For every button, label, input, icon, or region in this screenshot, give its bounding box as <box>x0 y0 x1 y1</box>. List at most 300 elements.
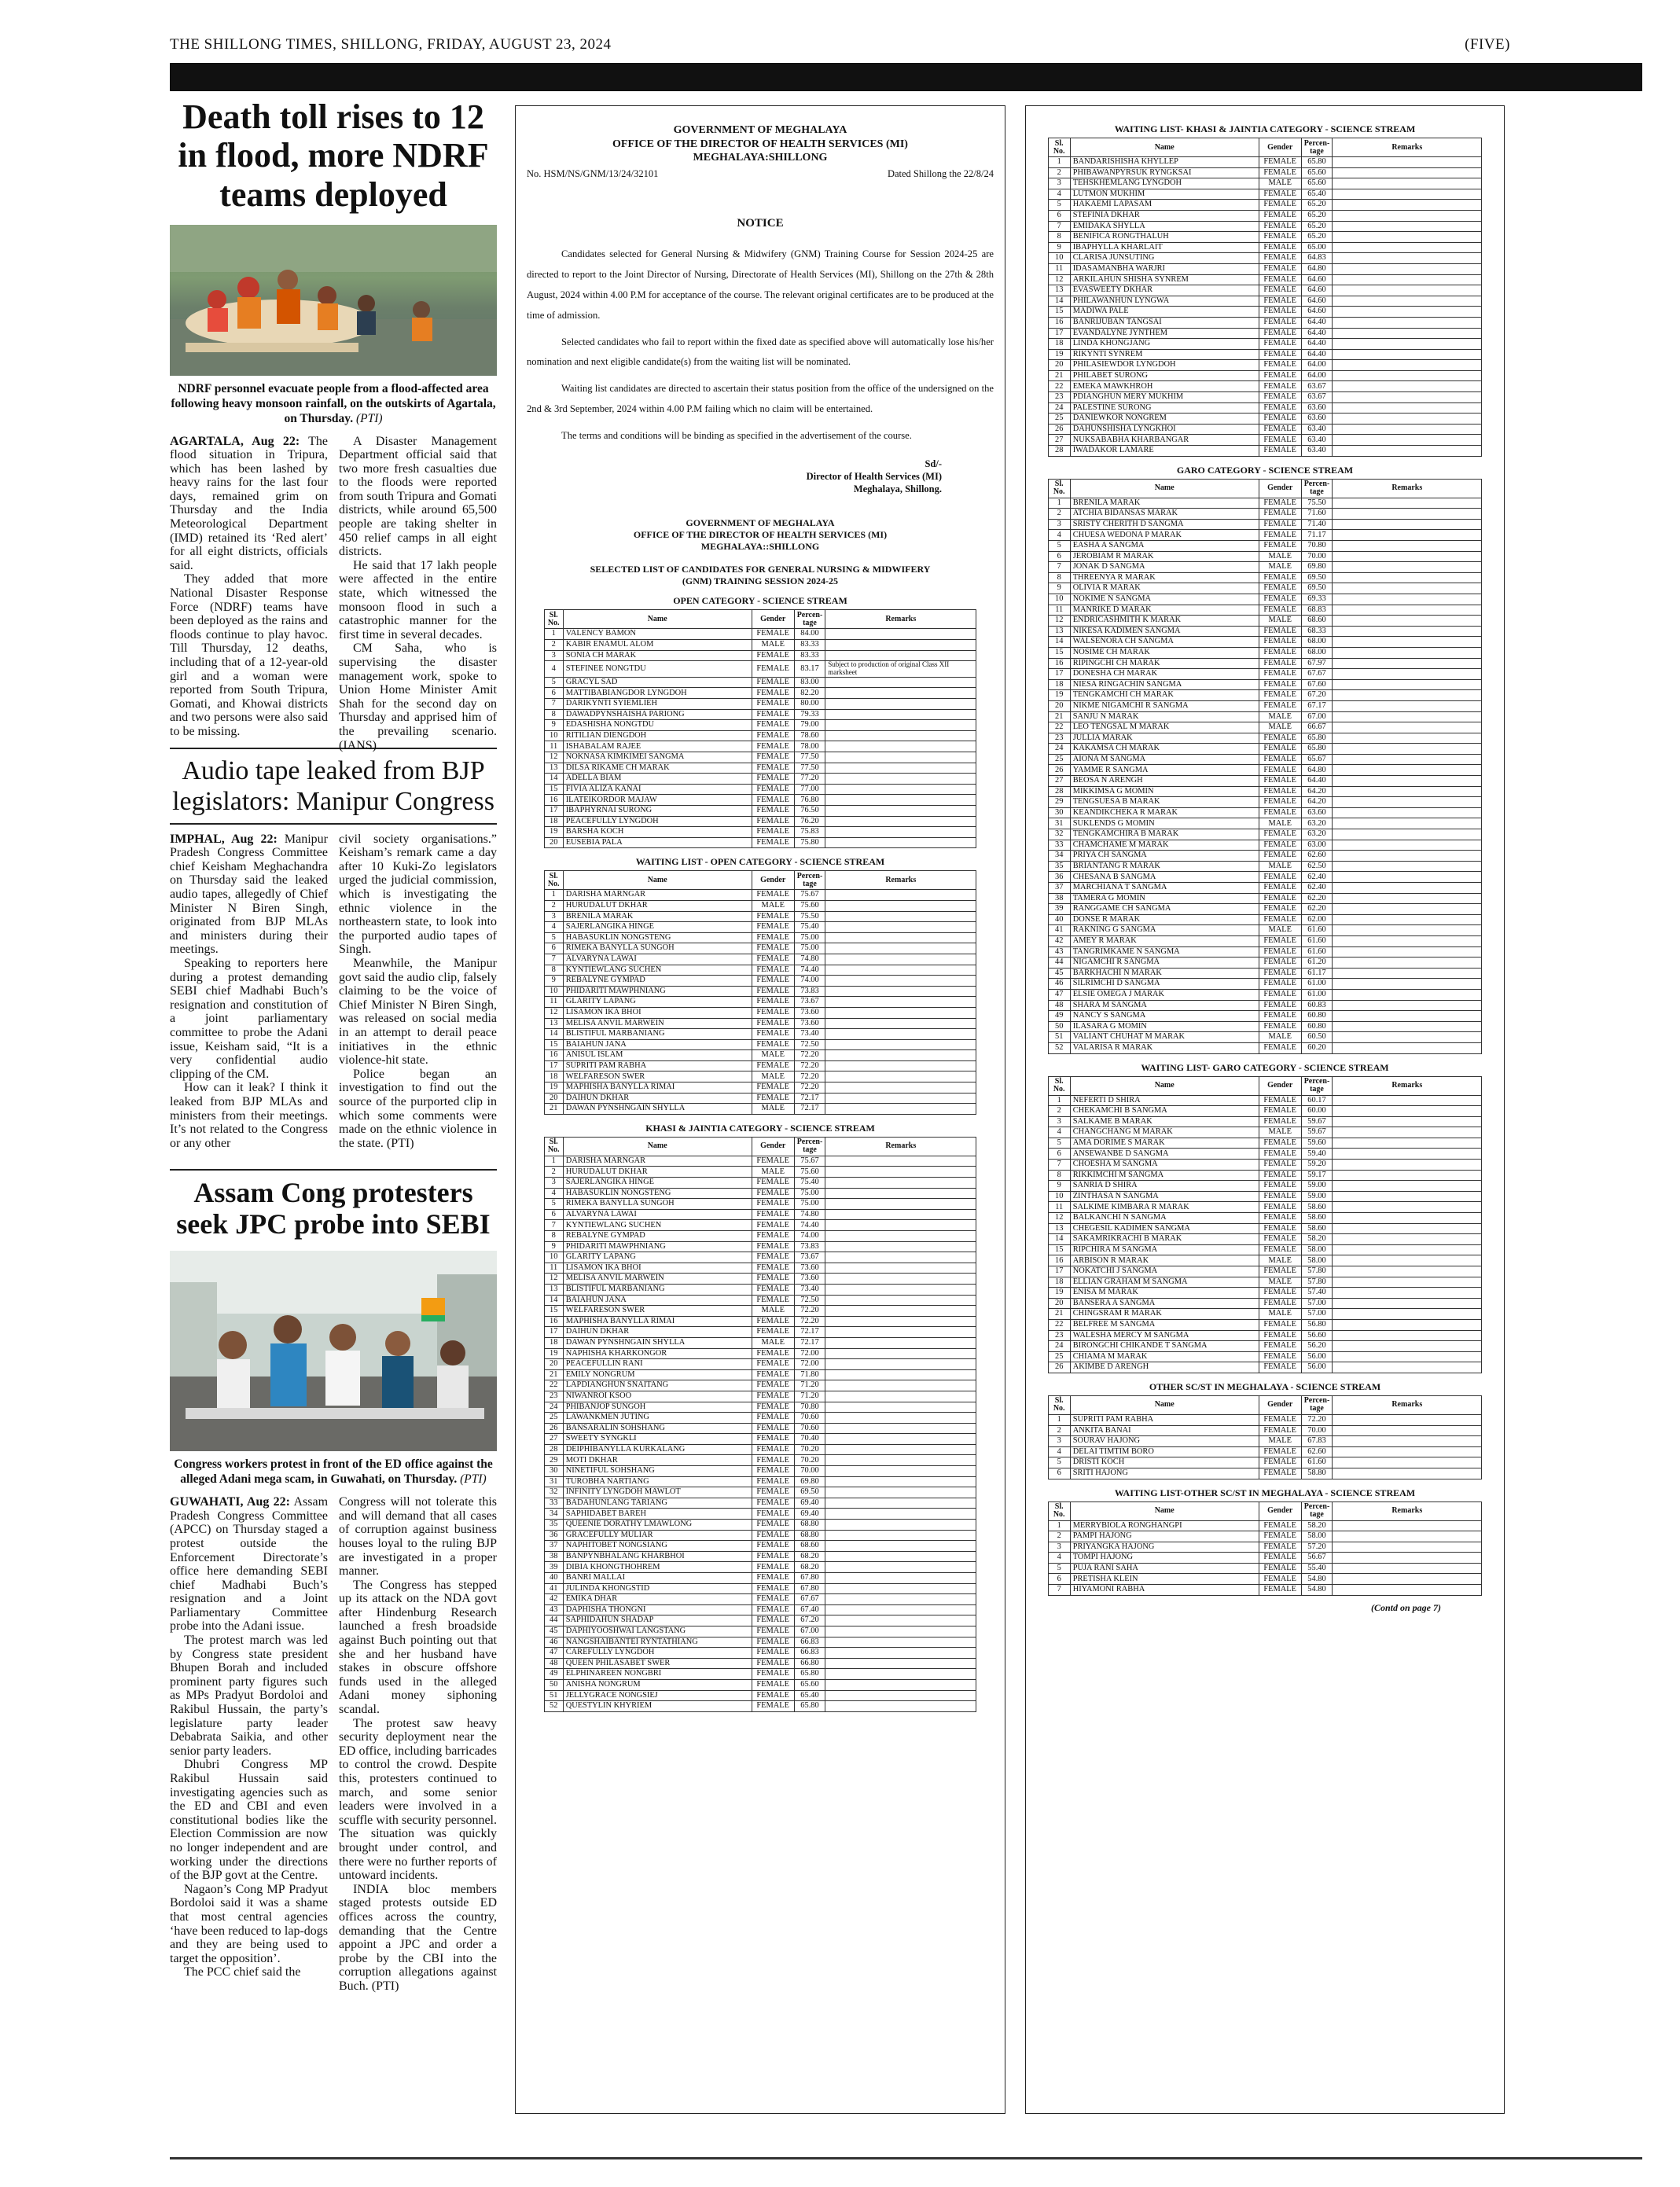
table-row <box>1048 530 1482 541</box>
gender-cell: FEMALE <box>1259 541 1301 552</box>
name-cell: KABIR ENAMUL ALOM <box>563 639 752 650</box>
percentage-cell: 83.33 <box>794 650 825 661</box>
table-title: OTHER SC/ST IN MEGHALAYA - SCIENCE STREAM <box>1149 1380 1381 1392</box>
percentage-cell: 63.60 <box>1301 414 1333 425</box>
table-row <box>1048 498 1482 509</box>
percentage-cell: 65.60 <box>1301 178 1333 189</box>
gender-cell: FEMALE <box>1259 339 1301 350</box>
column-header-remarks: Remarks <box>1333 1076 1482 1095</box>
sl-cell: 48 <box>544 1658 563 1669</box>
table-row <box>1048 946 1482 958</box>
name-cell: KEANDIKCHEKA R MARAK <box>1070 807 1259 818</box>
table-row <box>1048 1095 1482 1106</box>
percentage-cell: 62.60 <box>1301 1446 1333 1457</box>
remarks-cell <box>1333 594 1482 605</box>
remarks-cell <box>1333 210 1482 221</box>
percentage-cell: 60.17 <box>1301 1095 1333 1106</box>
sl-cell: 49 <box>544 1669 563 1680</box>
percentage-cell: 58.00 <box>1301 1244 1333 1255</box>
table-row <box>1048 1309 1482 1320</box>
table-header-row <box>544 1137 976 1156</box>
page-number: (FIVE) <box>1465 36 1510 53</box>
sl-cell: 18 <box>544 1337 563 1348</box>
percentage-cell: 72.20 <box>1301 1414 1333 1425</box>
column-header-name: Name <box>1070 1395 1259 1414</box>
percentage-cell: 64.83 <box>1301 253 1333 264</box>
gender-cell: FEMALE <box>1259 669 1301 680</box>
name-cell: ANISHA NONGRUM <box>563 1679 752 1690</box>
table-row <box>1048 232 1482 243</box>
percentage-cell: 75.60 <box>794 900 825 911</box>
name-cell: BARSHA KOCH <box>563 827 752 838</box>
percentage-cell: 59.17 <box>1301 1170 1333 1181</box>
gender-cell: FEMALE <box>1259 200 1301 211</box>
name-cell: EMILY NONGRUM <box>563 1369 752 1380</box>
table-row <box>1048 872 1482 883</box>
name-cell: CHESANA B SANGMA <box>1070 872 1259 883</box>
percentage-cell: 83.00 <box>794 677 825 688</box>
divider <box>170 823 497 825</box>
remarks-cell <box>1333 840 1482 851</box>
sl-cell: 16 <box>544 1316 563 1327</box>
percentage-cell: 75.50 <box>794 911 825 922</box>
percentage-cell: 71.80 <box>794 1369 825 1380</box>
table-row <box>544 1541 976 1552</box>
percentage-cell: 71.60 <box>1301 509 1333 520</box>
gender-cell: FEMALE <box>752 1551 794 1562</box>
gender-cell: FEMALE <box>1259 1223 1301 1234</box>
table-row <box>544 1316 976 1327</box>
sl-cell: 5 <box>1048 1457 1070 1468</box>
gender-cell: MALE <box>1259 1277 1301 1288</box>
gender-cell: FEMALE <box>1259 979 1301 990</box>
name-cell: MERRYBIOLA RONGHANGPI <box>1070 1520 1259 1531</box>
gender-cell: FEMALE <box>1259 765 1301 776</box>
table-row <box>544 1093 976 1104</box>
name-cell: SUPRITI PAM RABHA <box>1070 1414 1259 1425</box>
table-row <box>544 1209 976 1220</box>
sl-cell: 13 <box>544 1018 563 1029</box>
sl-cell: 26 <box>544 1423 563 1434</box>
remarks-cell <box>1333 1277 1482 1288</box>
table-row <box>1048 968 1482 979</box>
remarks-cell <box>825 1306 976 1317</box>
table-row <box>544 1050 976 1061</box>
percentage-cell: 70.20 <box>794 1455 825 1466</box>
remarks-cell <box>1333 167 1482 178</box>
table-row <box>1048 1553 1482 1564</box>
percentage-cell: 69.50 <box>1301 572 1333 583</box>
name-cell: NEFERTI D SHIRA <box>1070 1095 1259 1106</box>
table-row <box>1048 1181 1482 1192</box>
remarks-cell <box>1333 722 1482 733</box>
sl-cell: 33 <box>1048 840 1070 851</box>
sl-cell: 11 <box>1048 263 1070 274</box>
sl-cell: 9 <box>544 976 563 987</box>
percentage-cell: 79.33 <box>794 709 825 720</box>
percentage-cell: 74.80 <box>794 1209 825 1220</box>
gender-cell: FEMALE <box>752 1583 794 1594</box>
table-row <box>544 1018 976 1029</box>
name-cell: NIWANROI KSOO <box>563 1391 752 1402</box>
gender-cell: FEMALE <box>752 1604 794 1615</box>
table-row <box>1048 1106 1482 1117</box>
remarks-cell <box>1333 360 1482 371</box>
sl-cell: 21 <box>1048 711 1070 722</box>
gender-cell: FEMALE <box>1259 1288 1301 1299</box>
sl-cell: 25 <box>544 1413 563 1424</box>
percentage-cell: 82.20 <box>794 688 825 699</box>
name-cell: BANSARALIN SOHSHANG <box>563 1423 752 1434</box>
percentage-cell: 64.60 <box>1301 274 1333 285</box>
sl-cell: 11 <box>544 1263 563 1274</box>
table-row <box>1048 1288 1482 1299</box>
gender-cell: FEMALE <box>752 1466 794 1477</box>
remarks-cell <box>825 1391 976 1402</box>
sl-cell: 22 <box>1048 1319 1070 1330</box>
sl-cell: 29 <box>1048 797 1070 808</box>
gender-cell: FEMALE <box>752 1263 794 1274</box>
table-row <box>1048 1520 1482 1531</box>
table-title: KHASI & JAINTIA CATEGORY - SCIENCE STREAM <box>645 1122 875 1134</box>
name-cell: SONIA CH MARAK <box>563 650 752 661</box>
percentage-cell: 70.00 <box>1301 551 1333 562</box>
percentage-cell: 65.60 <box>1301 167 1333 178</box>
table-row <box>1048 221 1482 232</box>
table-row <box>544 1498 976 1509</box>
remarks-cell <box>1333 1160 1482 1171</box>
remarks-cell <box>825 763 976 774</box>
sl-cell: 14 <box>1048 296 1070 307</box>
table-row <box>544 1455 976 1466</box>
table-row <box>544 1071 976 1082</box>
gender-cell: FEMALE <box>752 954 794 965</box>
remarks-cell <box>825 1637 976 1648</box>
gender-cell: FEMALE <box>752 1369 794 1380</box>
sl-cell: 10 <box>544 730 563 741</box>
column-header-sl: Sl. No. <box>1048 1076 1070 1095</box>
remarks-cell <box>1333 958 1482 969</box>
percentage-cell: 65.20 <box>1301 210 1333 221</box>
remarks-cell <box>825 1583 976 1594</box>
table-row <box>544 1327 976 1338</box>
sl-cell: 35 <box>1048 861 1070 872</box>
name-cell: BARKHACHI N MARAK <box>1070 968 1259 979</box>
percentage-cell: 56.80 <box>1301 1319 1333 1330</box>
percentage-cell: 84.00 <box>794 629 825 640</box>
remarks-cell <box>825 1509 976 1520</box>
name-cell: NANCY S SANGMA <box>1070 1011 1259 1022</box>
name-cell: WELFARESON SWER <box>563 1071 752 1082</box>
name-cell: SAJERLANGIKA HINGE <box>563 1178 752 1189</box>
remarks-cell <box>1333 381 1482 392</box>
name-cell: JULLIA MARAK <box>1070 733 1259 744</box>
headline-flood: Death toll rises to 12 in flood, more NDRF teams deployed <box>178 97 489 214</box>
sl-cell: 10 <box>1048 1191 1070 1202</box>
column-header-name: Name <box>1070 138 1259 157</box>
remarks-cell <box>825 1455 976 1466</box>
table-row <box>1048 360 1482 371</box>
percentage-cell: 65.60 <box>794 1679 825 1690</box>
remarks-cell <box>1333 1032 1482 1043</box>
column-header-remarks: Remarks <box>825 610 976 629</box>
sl-cell: 17 <box>544 1327 563 1338</box>
gender-cell: FEMALE <box>1259 232 1301 243</box>
sl-cell: 50 <box>1048 1021 1070 1032</box>
table-row <box>544 1284 976 1295</box>
name-cell: MOTI DKHAR <box>563 1455 752 1466</box>
gender-cell: FEMALE <box>752 806 794 817</box>
percentage-cell: 58.60 <box>1301 1202 1333 1213</box>
name-cell: SAPHIDAHUN SHADAP <box>563 1615 752 1626</box>
name-cell: RIPINGCHI CH MARAK <box>1070 658 1259 669</box>
percentage-cell: 73.40 <box>794 1029 825 1040</box>
sl-cell: 21 <box>544 1104 563 1115</box>
sl-cell: 41 <box>544 1583 563 1594</box>
remarks-cell <box>825 1604 976 1615</box>
remarks-cell <box>825 1263 976 1274</box>
sl-cell: 4 <box>1048 1446 1070 1457</box>
sl-cell: 8 <box>1048 1170 1070 1181</box>
remarks-cell <box>825 639 976 650</box>
remarks-cell <box>825 997 976 1008</box>
table-row <box>544 1337 976 1348</box>
percentage-cell: 74.40 <box>794 965 825 976</box>
table-row <box>1048 700 1482 711</box>
table-row <box>1048 1127 1482 1138</box>
name-cell: PRIYA CH SANGMA <box>1070 851 1259 862</box>
table-row <box>1048 605 1482 616</box>
column-header-sl: Sl. No. <box>1048 138 1070 157</box>
name-cell: NOKNASA KIMKIMEI SANGMA <box>563 752 752 763</box>
percentage-cell: 66.83 <box>794 1648 825 1659</box>
remarks-cell <box>825 730 976 741</box>
percentage-cell: 57.40 <box>1301 1288 1333 1299</box>
gender-cell: FEMALE <box>752 1018 794 1029</box>
table-row <box>1048 594 1482 605</box>
name-cell: PRIYANGKA HAJONG <box>1070 1542 1259 1553</box>
table-row <box>1048 210 1482 221</box>
remarks-cell <box>1333 263 1482 274</box>
name-cell: MAPHISHA BANYLLA RIMAI <box>563 1082 752 1094</box>
remarks-cell <box>1333 818 1482 829</box>
column-header-sl: Sl. No. <box>1048 479 1070 498</box>
notice-dated: Dated Shillong the 22/8/24 <box>887 167 994 179</box>
gender-cell: FEMALE <box>1259 446 1301 457</box>
table-row <box>544 1444 976 1455</box>
table-row <box>1048 1414 1482 1425</box>
name-cell: ADELLA BIAM <box>563 774 752 785</box>
remarks-cell <box>825 965 976 976</box>
remarks-cell <box>825 1241 976 1252</box>
gender-cell: FEMALE <box>1259 733 1301 744</box>
sl-cell: 3 <box>1048 1542 1070 1553</box>
remarks-cell <box>825 1188 976 1199</box>
table-row <box>1048 307 1482 318</box>
remarks-cell <box>1333 893 1482 904</box>
table-row <box>544 997 976 1008</box>
gender-cell: FEMALE <box>1259 1213 1301 1224</box>
name-cell: RITILIAN DIENGDOH <box>563 730 752 741</box>
percentage-cell: 79.00 <box>794 720 825 731</box>
sl-cell: 22 <box>1048 381 1070 392</box>
candidate-table <box>544 609 977 848</box>
remarks-cell <box>1333 1266 1482 1277</box>
table-row <box>544 730 976 741</box>
name-cell: DIBIA KHONGTHOHREM <box>563 1562 752 1573</box>
name-cell: DARIKYNTI SYIEMLIEH <box>563 699 752 710</box>
name-cell: BANRI MALLAI <box>563 1573 752 1584</box>
name-cell: BAIAHUN JANA <box>563 1295 752 1306</box>
remarks-cell <box>825 1199 976 1210</box>
percentage-cell: 73.83 <box>794 1241 825 1252</box>
percentage-cell: 67.80 <box>794 1573 825 1584</box>
remarks-cell <box>1333 679 1482 690</box>
gender-cell: FEMALE <box>1259 690 1301 701</box>
remarks-cell <box>1333 370 1482 381</box>
name-cell: ILASARA G MOMIN <box>1070 1021 1259 1032</box>
gender-cell: FEMALE <box>752 986 794 997</box>
column-header-remarks: Remarks <box>1333 479 1482 498</box>
sl-cell: 51 <box>544 1690 563 1701</box>
sl-cell: 16 <box>1048 658 1070 669</box>
sl-cell: 3 <box>1048 178 1070 189</box>
name-cell: ENISA M MARAK <box>1070 1288 1259 1299</box>
gender-cell: FEMALE <box>1259 1181 1301 1192</box>
gender-cell: FEMALE <box>1259 210 1301 221</box>
name-cell: RIMEKA BANYLLA SUNGOH <box>563 1199 752 1210</box>
table-row <box>544 1466 976 1477</box>
table-row <box>1048 1116 1482 1127</box>
remarks-cell <box>825 752 976 763</box>
percentage-cell: 76.80 <box>794 795 825 806</box>
percentage-cell: 68.60 <box>1301 616 1333 627</box>
sl-cell: 4 <box>544 922 563 933</box>
column-header-sl: Sl. No. <box>1048 1395 1070 1414</box>
name-cell: LAWANKMEN JUTING <box>563 1413 752 1424</box>
remarks-cell <box>825 922 976 933</box>
remarks-cell <box>1333 1288 1482 1299</box>
sl-cell: 12 <box>544 1007 563 1018</box>
name-cell: CHUESA WEDONA P MARAK <box>1070 530 1259 541</box>
sl-cell: 42 <box>1048 935 1070 946</box>
sl-cell: 2 <box>1048 1425 1070 1436</box>
sl-cell: 32 <box>1048 829 1070 840</box>
remarks-cell <box>1333 296 1482 307</box>
name-cell: CAREFULLY LYNGDOH <box>563 1648 752 1659</box>
sl-cell: 51 <box>1048 1032 1070 1043</box>
percentage-cell: 72.00 <box>794 1348 825 1359</box>
table-row <box>1048 1213 1482 1224</box>
percentage-cell: 59.00 <box>1301 1191 1333 1202</box>
sl-cell: 26 <box>1048 1362 1070 1373</box>
gender-cell: FEMALE <box>1259 679 1301 690</box>
percentage-cell: 63.20 <box>1301 829 1333 840</box>
table-row <box>1048 893 1482 904</box>
gender-cell: FEMALE <box>752 1423 794 1434</box>
name-cell: SHARA M SANGMA <box>1070 1000 1259 1011</box>
sl-cell: 1 <box>1048 157 1070 168</box>
name-cell: AKIMBE D ARENGH <box>1070 1362 1259 1373</box>
sl-cell: 2 <box>1048 167 1070 178</box>
gender-cell: FEMALE <box>752 774 794 785</box>
sl-cell: 6 <box>1048 1468 1070 1479</box>
table-row <box>1048 754 1482 765</box>
column-header-pct: Percen-tage <box>1301 479 1333 498</box>
table-row <box>1048 253 1482 264</box>
percentage-cell: 74.80 <box>794 954 825 965</box>
table-row <box>1048 1223 1482 1234</box>
remarks-cell <box>1333 414 1482 425</box>
gender-cell: FEMALE <box>1259 1244 1301 1255</box>
column-header-name: Name <box>1070 1076 1259 1095</box>
gender-cell: FEMALE <box>1259 1095 1301 1106</box>
name-cell: ELSIE OMEGA J MARAK <box>1070 989 1259 1000</box>
table-row <box>544 763 976 774</box>
percentage-cell: 63.67 <box>1301 392 1333 403</box>
sl-cell: 39 <box>544 1562 563 1573</box>
sl-cell: 5 <box>544 932 563 943</box>
percentage-cell: 64.40 <box>1301 349 1333 360</box>
name-cell: EMIDAKA SHYLLA <box>1070 221 1259 232</box>
flood-photo-art <box>170 225 497 376</box>
sl-cell: 18 <box>544 1071 563 1082</box>
remarks-cell <box>825 1530 976 1541</box>
sl-cell: 5 <box>1048 200 1070 211</box>
name-cell: NUKSABABHA KHARBANGAR <box>1070 435 1259 446</box>
gender-cell: FEMALE <box>752 1093 794 1104</box>
table-row <box>1048 381 1482 392</box>
remarks-cell <box>1333 1298 1482 1309</box>
sl-cell: 6 <box>1048 1574 1070 1585</box>
table-row <box>544 795 976 806</box>
remarks-cell <box>1333 541 1482 552</box>
notice-title: NOTICE <box>737 216 784 230</box>
name-cell: ELLIAN GRAHAM M SANGMA <box>1070 1277 1259 1288</box>
name-cell: SANRIA D SHIRA <box>1070 1181 1259 1192</box>
assam-body: GUWAHATI, Aug 22: Assam Pradesh Congress Committee (APCC) on Thursday staged a protest outside the Enforcement Directorate’s office here demanding SEBI chief Madhabi Buch’s resignation and a Joint Parliamentary Committee probe into the Adani issue. The protest march was led by Congress state president Bhupen Borah and included prominent party figures such as MPs Pradyut Bordoloi and Rakibul Hussain, the party’s legislature party leader Debabrata Saikia, and other senior party leaders. Dhubri Congress MP Rakibul Hussain said investigating agencies such as the ED and CBI and even constitutional bodies like the Election Commission are now no longer independent and are working under the directions of the BJP govt at the Centre. Nagaon’s Cong MP Pradyut Bordoloi said it was a shame that most central agencies ‘have been reduced to lap-dogs and they are being used to target the opposition’. The PCC chief said the Congress will not tolerate this and will demand that all cases of corruption against business houses loyal to the ruling BJP are investigated in a proper manner. The Congress has stepped up its attack on the NDA govt after Hindenburg Research launched a fresh broadside against Buch pointing out that she and her husband have stakes in obscure offshore funds used in the alleged Adani money siphoning scandal. The protest saw heavy security deployment near the ED office, including barricades to control the crowd. Despite this, protesters continued to march, and some senior leaders were involved in a scuffle with security personnel. The situation was quickly brought under control, and there were no further reports of untoward incidents. INDIA bloc members staged protests outside ED offices across the country, demanding that the Centre appoint a JPC and order a probe by the CBI into the corruption allegations against Buch. (PTI) <box>170 1495 497 1993</box>
sl-cell: 9 <box>544 720 563 731</box>
sl-cell: 1 <box>544 1156 563 1167</box>
name-cell: THREENYA R MARAK <box>1070 572 1259 583</box>
table-garo <box>1026 465 1504 1054</box>
percentage-cell: 75.67 <box>794 890 825 901</box>
percentage-cell: 58.00 <box>1301 1255 1333 1266</box>
name-cell: EVANDALYNE JYNTHEM <box>1070 328 1259 339</box>
percentage-cell: 68.33 <box>1301 626 1333 637</box>
table-title: WAITING LIST - OPEN CATEGORY - SCIENCE STREAM <box>635 856 885 868</box>
percentage-cell: 65.80 <box>794 1669 825 1680</box>
column-header-name: Name <box>1070 479 1259 498</box>
percentage-cell: 65.20 <box>1301 200 1333 211</box>
percentage-cell: 67.00 <box>1301 711 1333 722</box>
remarks-cell <box>825 1413 976 1424</box>
gender-cell: FEMALE <box>752 997 794 1008</box>
percentage-cell: 67.20 <box>794 1615 825 1626</box>
remarks-cell <box>1333 1181 1482 1192</box>
percentage-cell: 72.17 <box>794 1093 825 1104</box>
remarks-cell <box>825 1434 976 1445</box>
percentage-cell: 77.50 <box>794 752 825 763</box>
percentage-cell: 72.17 <box>794 1327 825 1338</box>
remarks-cell <box>825 1626 976 1637</box>
gender-cell: FEMALE <box>1259 872 1301 883</box>
sl-cell: 27 <box>544 1434 563 1445</box>
name-cell: ARBISON R MARAK <box>1070 1255 1259 1266</box>
table-row <box>544 890 976 901</box>
column-header-remarks: Remarks <box>1333 1395 1482 1414</box>
gender-cell: FEMALE <box>1259 1116 1301 1127</box>
